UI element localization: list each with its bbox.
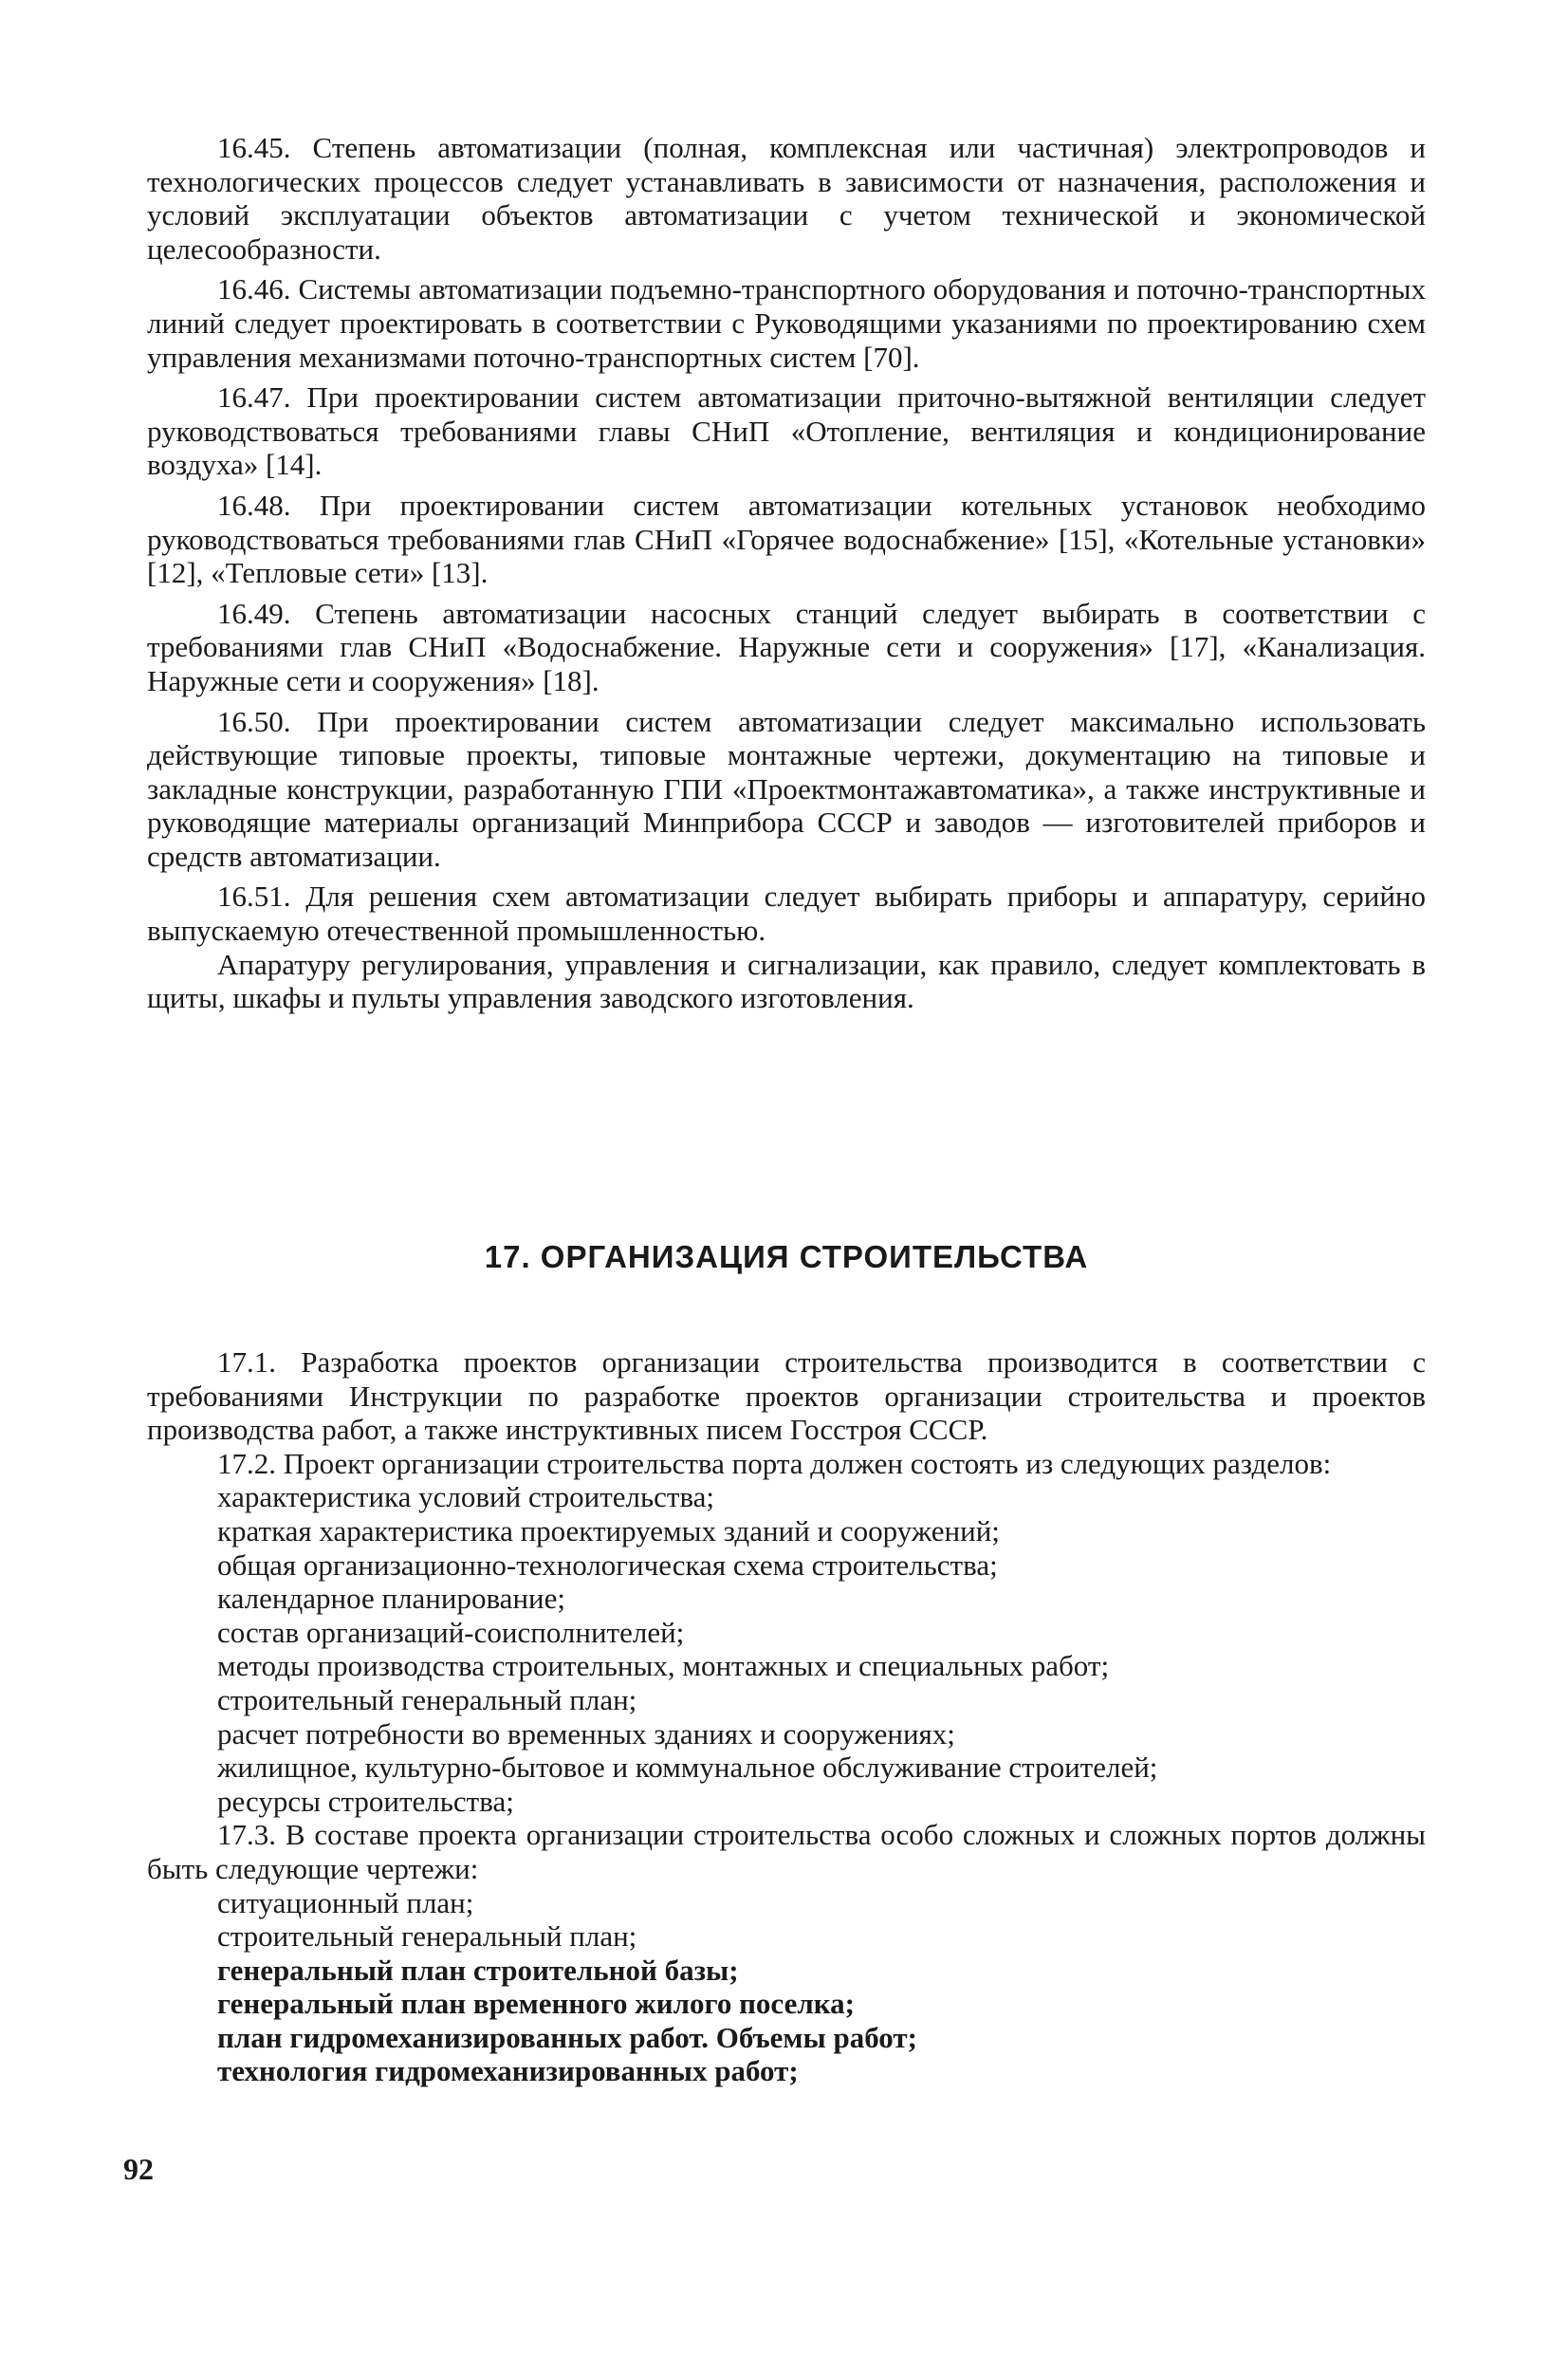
list-item: жилищное, культурно-бытовое и коммунальное обслуживание строителей; xyxy=(217,1751,1158,1785)
list-item: характеристика условий строительства; xyxy=(217,1480,715,1514)
paragraph-17-1: 17.1. Разработка проектов организации строительства производится в соответствии с требованиями Инструкции по разработке проектов организации строительства и проектов производства работ, а также инструктивных писем Госстроя СССР. xyxy=(147,1345,1426,1447)
paragraph-16-45: 16.45. Степень автоматизации (полная, комплексная или частичная) электропроводов и технологических процессов следует устанавливать в зависимости от назначения, расположения и условий эксплуатации объектов автоматизации с учетом технической и экономической целесообразности. xyxy=(147,131,1426,266)
list-item: строительный генеральный план; xyxy=(217,1682,637,1716)
list-item: календарное планирование; xyxy=(217,1582,565,1616)
list-item: общая организационно-технологическая схема строительства; xyxy=(217,1547,998,1582)
list-item: план гидромеханизированных работ. Объемы работ; xyxy=(217,2020,917,2054)
list-item: технология гидромеханизированных работ; xyxy=(217,2054,799,2088)
paragraph-16-48: 16.48. При проектировании систем автоматизации котельных установок необходимо руководствоваться требованиями глав СНиП «Горячее водоснабжение» [15], «Котельные установки» [12], «Тепловые сети» [13]. xyxy=(147,488,1426,590)
list-item: ресурсы строительства; xyxy=(217,1784,514,1818)
list-item: генеральный план строительной базы; xyxy=(217,1953,739,1987)
paragraph-16-51: 16.51. Для решения схем автоматизации следует выбирать приборы и аппаратуру, серийно выпускаемую отечественной промышленностью. xyxy=(147,880,1426,948)
list-item: ситуационный план; xyxy=(217,1885,474,1919)
paragraph-16-49: 16.49. Степень автоматизации насосных станций следует выбирать в соответствии с требованиями глав СНиП «Водоснабжение. Наружные сети и сооружения» [17], «Канализация. Наружные сети и сооружения» [18]. xyxy=(147,596,1426,697)
paragraph-17-2: 17.2. Проект организации строительства порта должен состоять из следующих разделов: xyxy=(217,1446,1332,1480)
list-item: строительный генеральный план; xyxy=(217,1919,637,1954)
paragraph-16-46: 16.46. Системы автоматизации подъемно-транспортного оборудования и поточно-транспортных линий следует проектировать в соответствии с Руководящими указаниями по проектированию схем управления механизмами поточно-транспортных систем [70]. xyxy=(147,272,1426,374)
section-heading: 17. ОРГАНИЗАЦИЯ СТРОИТЕЛЬСТВА xyxy=(484,1239,1089,1274)
list-item: состав организаций-соисполнителей; xyxy=(217,1615,685,1649)
section-17-text xyxy=(147,1345,1426,2088)
list-item: краткая характеристика проектируемых зданий и сооружений; xyxy=(217,1513,1000,1547)
drawings-list-bold xyxy=(147,1954,1426,2088)
list-item: генеральный план временного жилого поселка; xyxy=(217,1987,855,2021)
section-16-text xyxy=(147,131,1426,1022)
page-number: 92 xyxy=(123,2152,154,2186)
list-item: расчет потребности во временных зданиях и сооружениях; xyxy=(217,1716,955,1751)
paragraph-16-47: 16.47. При проектировании систем автоматизации приточно-вытяжной вентиляции следует руководствоваться требованиями главы СНиП «Отопление, вентиляция и кондиционирование воздуха» [14]. xyxy=(147,380,1426,482)
list-item: методы производства строительных, монтажных и специальных работ; xyxy=(217,1649,1110,1683)
paragraph-17-3: 17.3. В составе проекта организации строительства особо сложных и сложных портов должны быть следующие чертежи: xyxy=(147,1818,1426,1885)
sections-list xyxy=(147,1480,1426,1818)
paragraph-16-50: 16.50. При проектировании систем автоматизации следует максимально использовать действующие типовые проекты, типовые монтажные чертежи, документацию на типовые и закладные конструкции, разработанную ГПИ «Проектмонтажавтоматика», а также инструктивные и руководящие материалы организаций Минприбора СССР и заводов — изготовителей приборов и средств автоматизации. xyxy=(147,704,1426,873)
drawings-list xyxy=(147,1886,1426,1954)
paragraph-16-51-continued: Апаратуру регулирования, управления и сигнализации, как правило, следует комплектовать в щиты, шкафы и пульты управления заводского изготовления. xyxy=(147,947,1426,1015)
